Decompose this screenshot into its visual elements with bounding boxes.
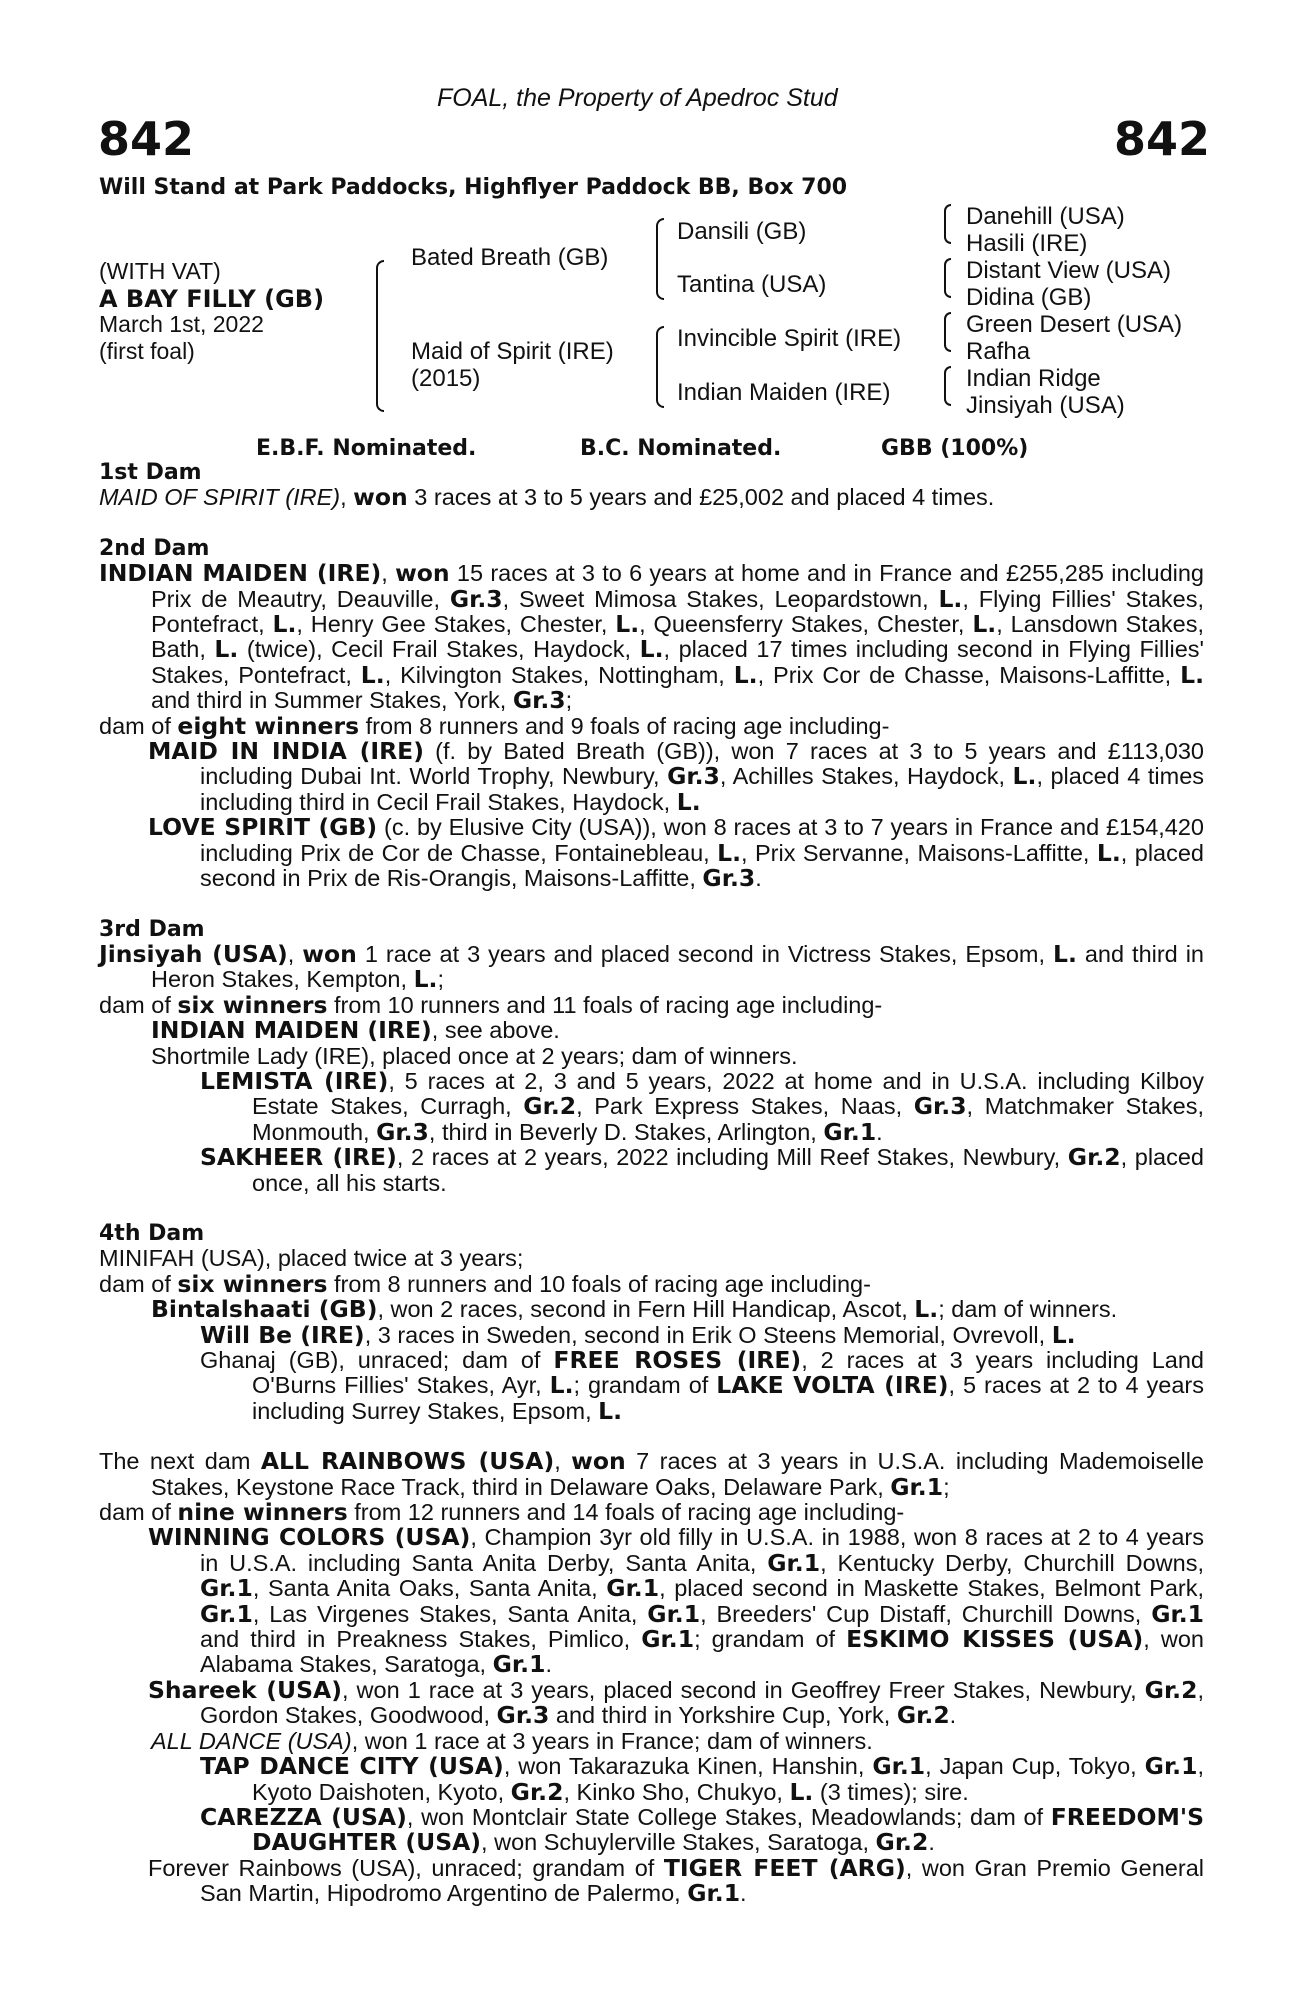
first-dam-entry: MAID OF SPIRIT (IRE), won 3 races at 3 to 5 years and £25,002 and placed 4 times.: [99, 483, 995, 512]
produce-shareek: Shareek (USA), won 1 race at 3 years, placed second in Geoffrey Freer Stakes, Newbury, Gr.2, Gordon Stakes, Goodwood, Gr.3 and third in Yorkshire Cup, York, Gr.2.: [148, 1675, 1204, 1730]
lot-number-left: 842: [98, 112, 195, 166]
pedigree-gen3-3: Distant View (USA): [966, 257, 1171, 284]
fourth-dam-heading: 4th Dam: [99, 1220, 205, 1246]
foal-name: A BAY FILLY (GB): [99, 285, 325, 313]
pedigree-gen3-1: Danehill (USA): [966, 203, 1125, 230]
produce-will-be: Will Be (IRE), 3 races in Sweden, second in Erik O Steens Memorial, Ovrevoll, L.: [200, 1320, 1076, 1349]
fourth-dam-entry: MINIFAH (USA), placed twice at 3 years;: [99, 1245, 524, 1272]
pedigree-gen3-4: Didina (GB): [966, 284, 1092, 311]
pedigree-brace-sire: [656, 218, 664, 300]
next-dam-entry: The next dam ALL RAINBOWS (USA), won 7 races at 3 years in U.S.A. including Mademoiselle Stakes, Keystone Race Track, third in Delaware Oaks, Delaware Park, Gr.1;: [99, 1447, 1204, 1501]
pedigree-sire: Bated Breath (GB): [411, 244, 609, 271]
pedigree-brace-dam: [656, 326, 664, 408]
pedigree-dam-dam: Indian Maiden (IRE): [677, 379, 891, 406]
pedigree-gen3-6: Rafha: [966, 338, 1031, 365]
produce-indian-maiden: INDIAN MAIDEN (IRE), see above.: [151, 1016, 560, 1045]
produce-winning-colors: WINNING COLORS (USA), Champion 3yr old filly in U.S.A. in 1988, won 8 races at 2 to 4 years in U.S.A. including Santa Anita Derby, Santa Anita, Gr.1, Kentucky Derby, Churchill Downs, Gr.1, Santa Anita Oaks, Santa Anita, Gr.1, placed second in Maskette Stakes, Belmont Park, Gr.1, Las Virgenes Stakes, Santa Anita, Gr.1, Breeders' Cup Distaff, Churchill Downs, Gr.1 and third in Preakness Stakes, Pimlico, Gr.1; grandam of ESKIMO KISSES (USA), won Alabama Stakes, Saratoga, Gr.1.: [148, 1523, 1205, 1679]
bc-nomination: B.C. Nominated.: [580, 436, 782, 461]
pedigree-dam: Maid of Spirit (IRE): [411, 338, 614, 365]
pedigree-brace-gen3-3: [944, 312, 951, 352]
third-dam-entry: Jinsiyah (USA), won 1 race at 3 years and placed second in Victress Stakes, Epsom, L. and third in Heron Stakes, Kempton, L.;: [99, 939, 1205, 994]
produce-all-dance: ALL DANCE (USA), won 1 race at 3 years in France; dam of winners.: [151, 1727, 873, 1754]
produce-forever-rainbows: Forever Rainbows (USA), unraced; grandam of TIGER FEET (ARG), won Gran Premio General San Martin, Hipodromo Argentino de Palermo, Gr.1.: [148, 1853, 1204, 1908]
ebf-nomination: E.B.F. Nominated.: [256, 436, 477, 461]
pedigree-sire-dam: Tantina (USA): [677, 271, 827, 298]
produce-bintalshaati: Bintalshaati (GB), won 2 races, second in Fern Hill Handicap, Ascot, L.; dam of winners.: [151, 1295, 1118, 1324]
pedigree-gen3-2: Hasili (IRE): [966, 230, 1088, 257]
first-dam-heading: 1st Dam: [99, 460, 202, 485]
pedigree-brace-gen1: [376, 260, 384, 412]
second-dam-produce: dam of eight winners from 8 runners and 9 foals of racing age including-: [99, 711, 890, 740]
produce-tap-dance-city: TAP DANCE CITY (USA), won Takarazuka Kinen, Hanshin, Gr.1, Japan Cup, Tokyo, Gr.1, Kyoto Daishoten, Kyoto, Gr.2, Kinko Sho, Chukyo, L. (3 times); sire.: [200, 1752, 1204, 1806]
foal-dob: March 1st, 2022: [99, 311, 264, 337]
vat-note: (WITH VAT): [99, 258, 221, 284]
page-title: FOAL, the Property of Apedroc Stud: [437, 84, 838, 112]
pedigree-gen3-7: Indian Ridge: [966, 365, 1101, 392]
pedigree-brace-gen3-1: [944, 204, 951, 244]
gbb-percentage: GBB (100%): [881, 436, 1029, 461]
pedigree-dam-sire: Invincible Spirit (IRE): [677, 325, 902, 352]
pedigree-brace-gen3-2: [944, 258, 951, 298]
foal-note: (first foal): [99, 338, 195, 364]
produce-ghanaj: Ghanaj (GB), unraced; dam of FREE ROSES (IRE), 2 races at 3 years including Land O'Burns Fillies' Stakes, Ayr, L.; grandam of LAKE VOLTA (IRE), 5 races at 2 to 4 years including Surrey Stakes, Epsom, L.: [200, 1346, 1205, 1425]
pedigree-dam-year: (2015): [411, 365, 481, 392]
pedigree-gen3-8: Jinsiyah (USA): [966, 392, 1125, 419]
produce-love-spirit: LOVE SPIRIT (GB) (c. by Elusive City (USA)), won 8 races at 3 to 7 years in France and £154,420 including Prix de Cor de Chasse, Fontainebleau, L., Prix Servanne, Maisons-Laffitte, L., placed second in Prix de Ris-Orangis, Maisons-Laffitte, Gr.3.: [148, 813, 1204, 893]
produce-lemista: LEMISTA (IRE), 5 races at 2, 3 and 5 years, 2022 at home and in U.S.A. including Kilboy Estate Stakes, Curragh, Gr.2, Park Express Stakes, Naas, Gr.3, Matchmaker Stakes, Monmouth, Gr.3, third in Beverly D. Stakes, Arlington, Gr.1.: [200, 1066, 1204, 1146]
catalogue-body: [99, 460, 1204, 1907]
produce-carezza: CAREZZA (USA), won Montclair State College Stakes, Meadowlands; dam of FREEDOM'S DAUGHTER (USA), won Schuylerville Stakes, Saratoga, Gr.2.: [200, 1802, 1204, 1857]
fourth-dam-produce: dam of six winners from 8 runners and 10 foals of racing age including-: [99, 1269, 871, 1298]
next-dam-produce: dam of nine winners from 12 runners and 14 foals of racing age including-: [99, 1498, 905, 1527]
produce-maid-in-india: MAID IN INDIA (IRE) (f. by Bated Breath (GB)), won 7 races at 3 to 5 years and £113,030 including Dubai Int. World Trophy, Newbury, Gr.3, Achilles Stakes, Haydock, L., placed 4 times including third in Cecil Frail Stakes, Haydock, L.: [148, 737, 1205, 816]
pedigree-gen3-5: Green Desert (USA): [966, 311, 1183, 338]
produce-sakheer: SAKHEER (IRE), 2 races at 2 years, 2022 including Mill Reef Stakes, Newbury, Gr.2, placed once, all his starts.: [200, 1143, 1205, 1196]
pedigree-sire-sire: Dansili (GB): [677, 218, 807, 245]
third-dam-heading: 3rd Dam: [99, 916, 205, 942]
lot-number-right: 842: [1113, 112, 1210, 166]
stand-location: Will Stand at Park Paddocks, Highflyer Paddock BB, Box 700: [99, 175, 848, 200]
second-dam-heading: 2nd Dam: [99, 535, 210, 561]
second-dam-entry: INDIAN MAIDEN (IRE), won 15 races at 3 to 6 years at home and in France and £255,285 including Prix de Meautry, Deauville, Gr.3, Sweet Mimosa Stakes, Leopardstown, L., Flying Fillies' Stakes, Pontefract, L., Henry Gee Stakes, Chester, L., Queensferry Stakes, Chester, L., Lansdown Stakes, Bath, L. (twice), Cecil Frail Stakes, Haydock, L., placed 17 times including second in Flying Fillies' Stakes, Pontefract, L., Kilvington Stakes, Nottingham, L., Prix Cor de Chasse, Maisons-Laffitte, L. and third in Summer Stakes, York, Gr.3;: [99, 559, 1204, 715]
third-dam-produce: dam of six winners from 10 runners and 11 foals of racing age including-: [99, 990, 883, 1019]
pedigree-brace-gen3-4: [944, 366, 951, 406]
produce-shortmile-lady: Shortmile Lady (IRE), placed once at 2 years; dam of winners.: [151, 1042, 798, 1069]
